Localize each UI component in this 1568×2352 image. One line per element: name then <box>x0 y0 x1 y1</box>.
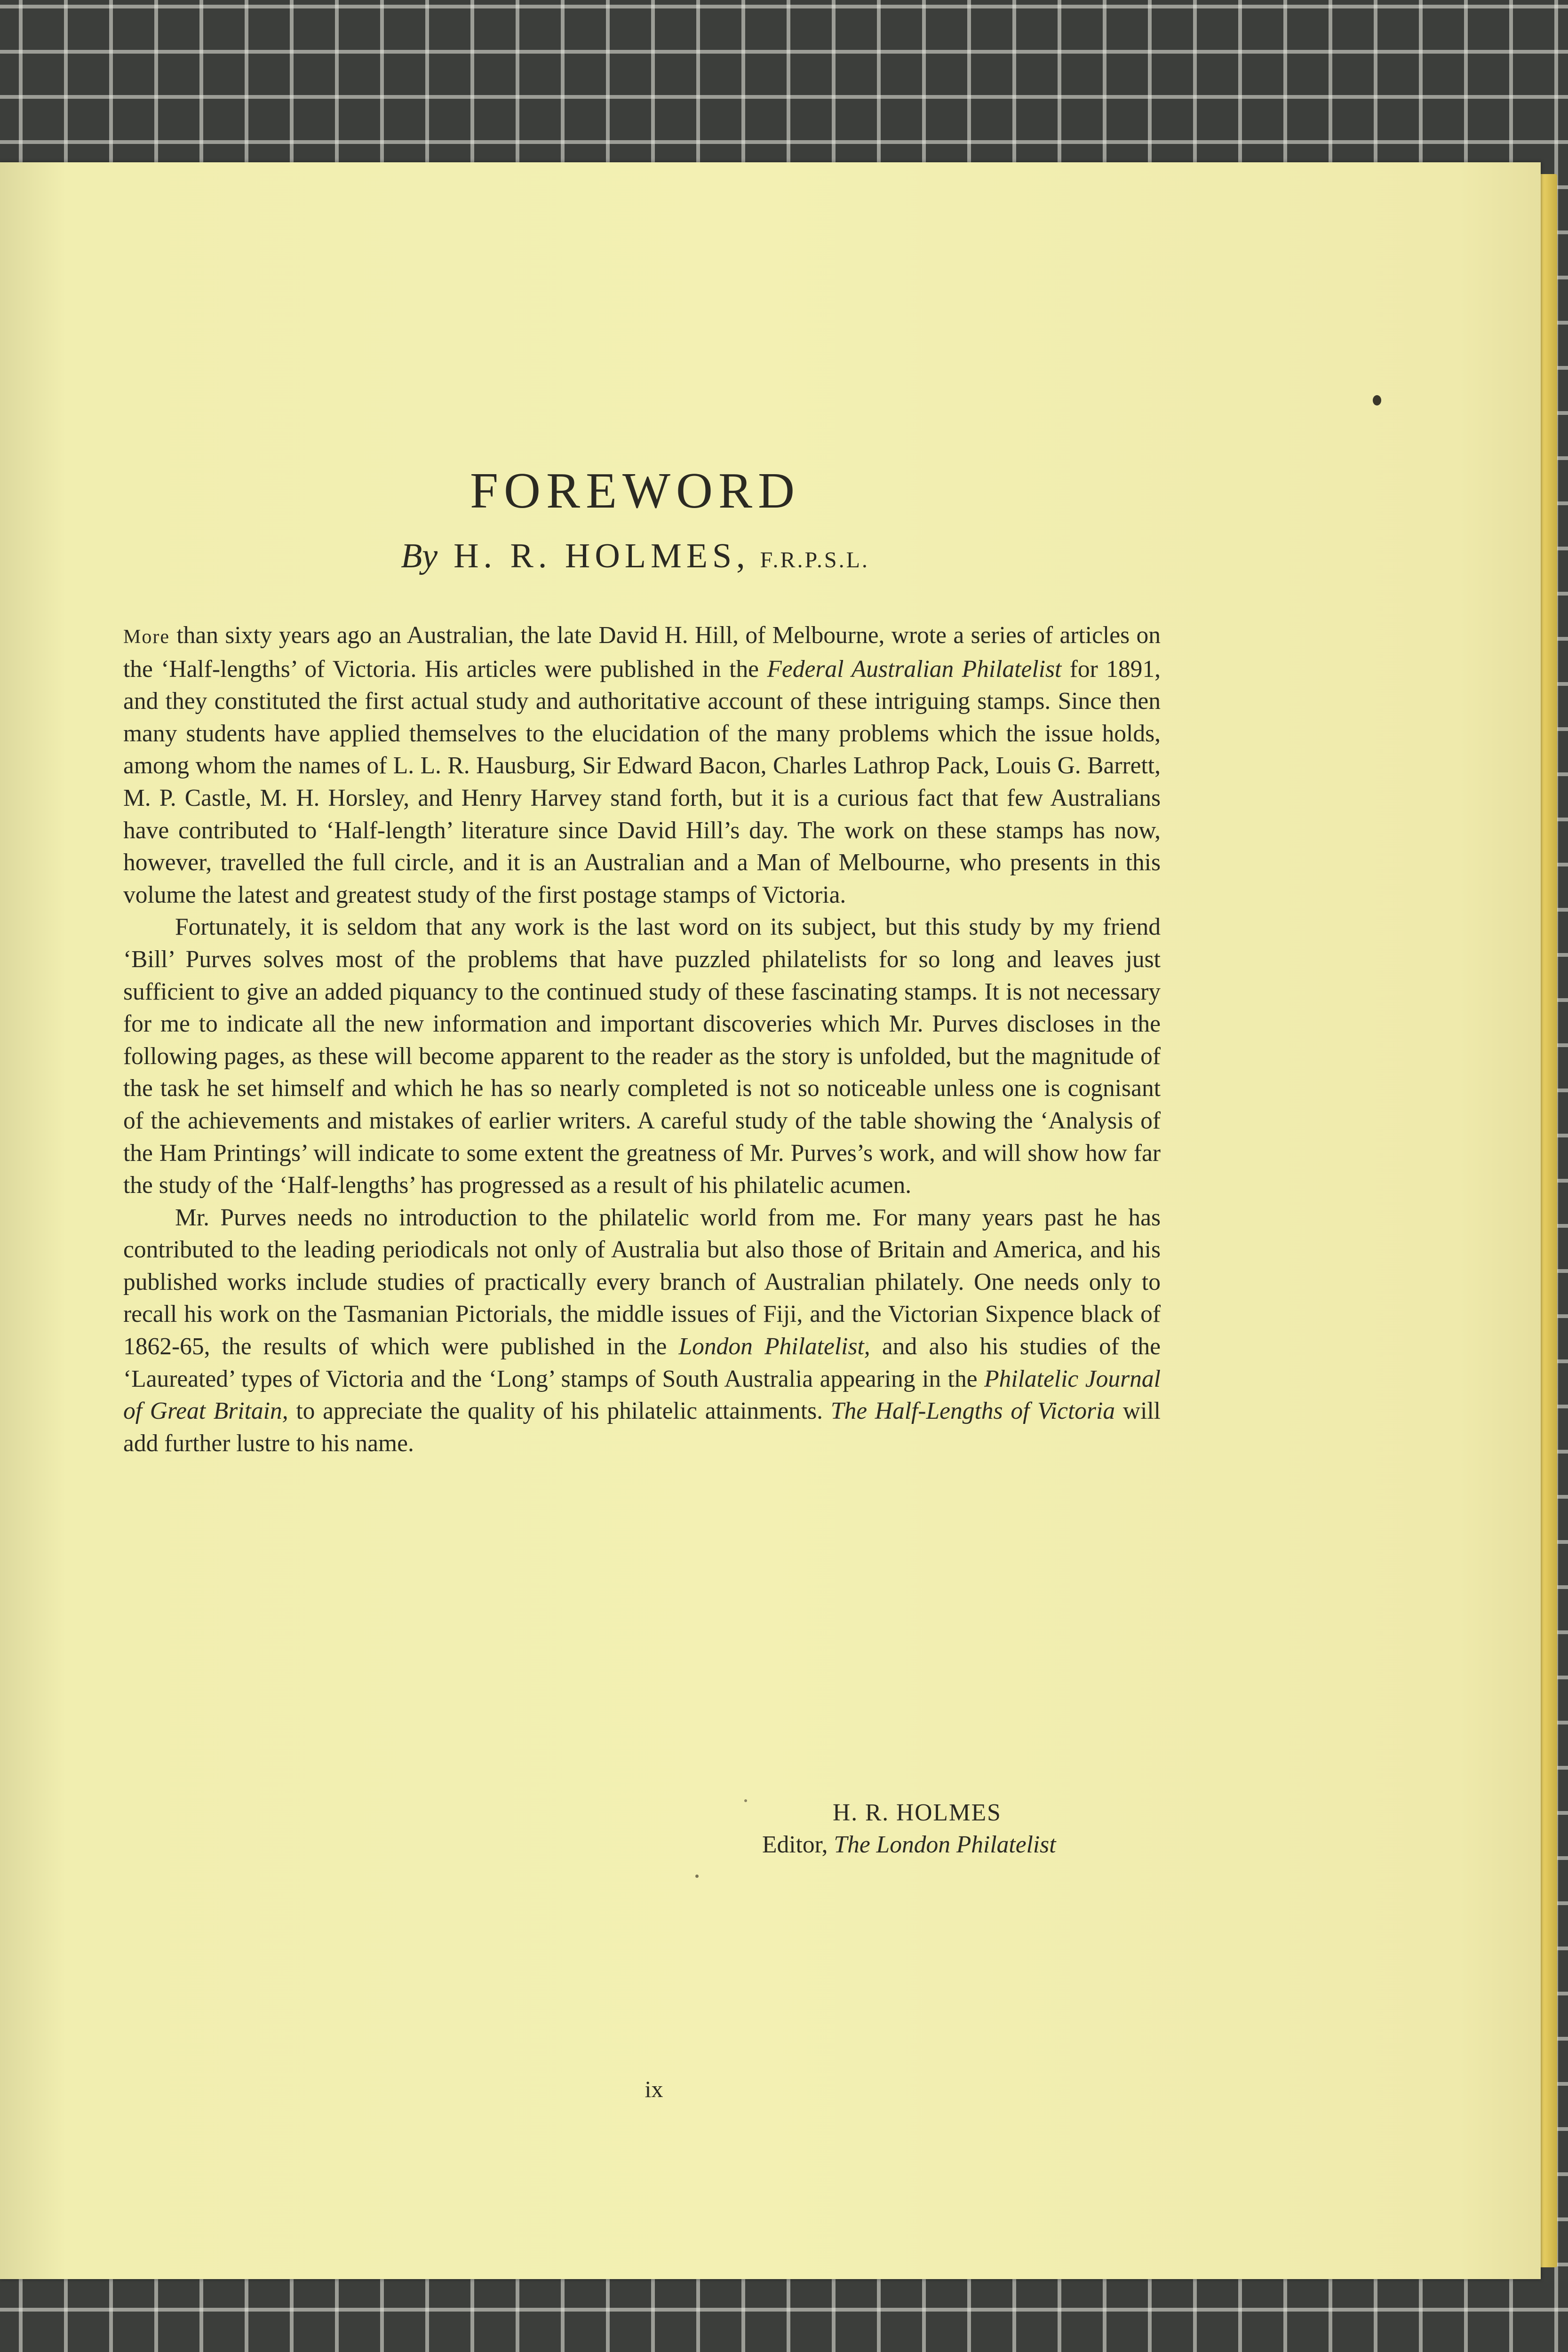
text-run: to appreciate the quality of his philatelic attainments. <box>288 1398 831 1425</box>
text-run: will add further lustre to his name. <box>123 1398 1161 1457</box>
italic-title: Philatelic Journal of Great Britain, <box>123 1365 1161 1425</box>
text-run: Fortunately, it is seldom that any work is the last word on its subject, but this study by my friend ‘Bill’ Purves solves most of the problems that have puzzled philatelists for so long and leaves just sufficient to give an added piquancy to the continued study of these fascinating stamps. It is not necessary for me to indicate all the new information and important discoveries which Mr. Purves discloses in the following pages, as these will become apparent to the reader as the story is unfolded, but the magnitude of the task he set himself and which he has so nearly completed is not so noticeable unless one is cognisant of the achievements and mistakes of earlier writers. A careful study of the table showing the ‘Analysis of the Ham Printings’ will indicate to some extent the greatness of Mr. Purves’s work, and will show how far the study of the ‘Half-lengths’ has progressed as a result of his philatelic acumen. <box>123 914 1161 1199</box>
ink-speck <box>695 1875 699 1878</box>
byline-author: H. R. HOLMES, <box>454 537 750 575</box>
signature-name: H. R. HOLMES <box>833 1799 1002 1826</box>
italic-title: The Half-Lengths of Victoria <box>830 1398 1115 1425</box>
signature-block <box>762 1797 1110 1861</box>
text-run: for 1891, and they constituted the first actual study and authoritative account of these intriguing stamps. Since then many students have applied themselves to the elucidation of the many problems which the issue holds, among whom the names of L. L. R. Hausburg, Sir Edward Bacon, Charles Lathrop Pack, Louis G. Barrett, M. P. Castle, M. H. Horsley, and Henry Harvey stand forth, but it is a curious fact that few Australians have contributed to ‘Half-length’ literature since David Hill’s day. The work on these stamps has now, however, travelled the full circle, and it is an Australian and a Man of Melbourne, who presents in this volume the latest and greatest study of the first postage stamps of Victoria. <box>123 655 1161 908</box>
text-run: and also his studies of the ‘Laureated’ types of Victoria and the ‘Long’ stamps of South Australia appearing in the <box>123 1333 1161 1392</box>
italic-title: London Philatelist, <box>678 1333 870 1360</box>
book-page <box>0 162 1541 2279</box>
page-number: ix <box>645 2076 663 2102</box>
paragraph <box>123 620 1161 911</box>
small-caps-lead: More <box>123 626 170 648</box>
foreword-body <box>123 620 1161 1460</box>
page-title: FOREWORD <box>470 463 801 519</box>
italic-title: Federal Australian Philatelist <box>767 655 1062 683</box>
paragraph <box>123 911 1161 1201</box>
text-run: Mr. Purves needs no introduction to the philatelic world from me. For many years past he has contributed to the leading periodicals not only of Australia but also those of Britain and America, and his published works include studies of practically every branch of Australian philately. One needs only to recall his work on the Tasmanian Pictorials, the middle issues of Fiji, and the Victorian Sixpence black of 1862-65, the results of which were published in the <box>123 1204 1161 1360</box>
byline-honours: F.R.P.S.L. <box>760 548 869 572</box>
ink-speck <box>1373 395 1381 405</box>
text-run: than sixty years ago an Australian, the late David H. Hill, of Melbourne, wrote a series of articles on the ‘Half-lengths’ of Victoria. His articles were published in the <box>123 622 1161 683</box>
byline-by: By <box>401 537 438 575</box>
signature-role-prefix: Editor, <box>762 1831 834 1858</box>
paragraph <box>123 1202 1161 1460</box>
byline <box>282 539 988 573</box>
signature-publication: The London Philatelist <box>834 1831 1056 1858</box>
ink-speck <box>744 1799 747 1802</box>
signature-role <box>762 1829 1110 1861</box>
